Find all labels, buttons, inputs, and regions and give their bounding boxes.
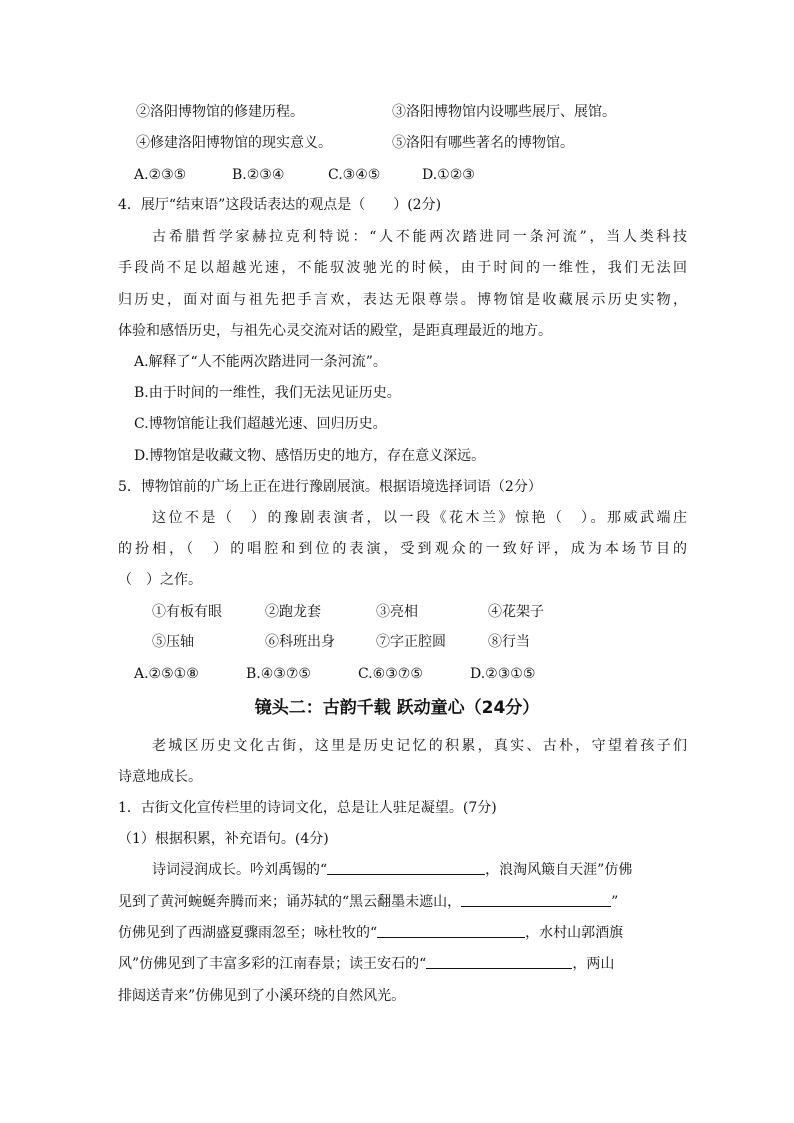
q1-line-4-text-b: ，两山 xyxy=(572,956,615,972)
q4-passage-line-1: 古希腊哲学家赫拉克利特说：“人不能两次踏进同一条河流”，当人类科技 xyxy=(152,229,687,245)
q4-option-a: A.解释了“人不能两次踏进同一条河流”。 xyxy=(134,354,387,370)
q4-stem: 4．展厅“结束语”这段话表达的观点是（ ）(2分) xyxy=(118,197,442,213)
answer-blank-3[interactable] xyxy=(377,923,525,938)
q1-fill-line-2 xyxy=(118,892,618,912)
q1-line-1-text-b: ，浪淘风簸自天涯”仿佛 xyxy=(485,862,633,878)
q5-word-3: ③亮相 xyxy=(376,604,418,620)
q4-option-c: C.博物馆能让我们超越光速、回归历史。 xyxy=(134,416,387,432)
q5-word-5: ⑤压轴 xyxy=(152,634,194,650)
q3-choice-a: A.②③⑤ xyxy=(134,167,187,183)
q5-word-8: ⑧行当 xyxy=(488,634,530,650)
q3-choice-d: D.①②③ xyxy=(422,167,475,183)
q3-item-5: ⑤洛阳有哪些著名的博物馆。 xyxy=(392,135,574,151)
q1-sub-1: （1）根据积累，补充语句。(4分) xyxy=(118,831,329,847)
section-2-intro-line-2: 诗意地成长。 xyxy=(118,769,202,785)
q1-fill-line-5: 排闼送青来”仿佛见到了小溪环绕的自然风光。 xyxy=(118,988,406,1004)
q1-fill-line-3 xyxy=(118,923,623,943)
q5-word-4: ④花架子 xyxy=(488,604,544,620)
q5-stem: 5．博物馆前的广场上正在进行豫剧展演。根据语境选择词语（2分） xyxy=(118,479,542,495)
q3-item-3: ③洛阳博物馆内设哪些展厅、展馆。 xyxy=(392,104,616,120)
q5-passage-line-3: （ ）之作。 xyxy=(118,572,202,588)
q5-word-6: ⑥科班出身 xyxy=(265,634,335,650)
q3-choice-c: C.③④⑤ xyxy=(328,167,381,183)
q5-word-2: ②跑龙套 xyxy=(265,604,321,620)
q5-passage-line-2: 的扮相，（ ）的唱腔和到位的表演，受到观众的一致好评，成为本场节目的 xyxy=(118,541,687,557)
q4-option-d: D.博物馆是收藏文物、感悟历史的地方，存在意义深远。 xyxy=(134,448,486,464)
answer-blank-1[interactable] xyxy=(327,860,485,875)
q5-passage-line-1: 这位不是（ ）的豫剧表演者，以一段《花木兰》惊艳（ ）。那威武端庄 xyxy=(152,510,687,526)
answer-blank-4[interactable] xyxy=(426,954,572,969)
q3-item-2: ②洛阳博物馆的修建历程。 xyxy=(136,104,304,120)
section-2-title: 镜头二：古韵千载 跃动童心（24分） xyxy=(254,698,540,718)
section-2-intro-line-1: 老城区历史文化古街，这里是历史记忆的积累，真实、古朴，守望着孩子们 xyxy=(152,738,687,754)
q5-word-7: ⑦字正腔圆 xyxy=(376,634,446,650)
q5-choice-c: C.⑥③⑦⑤ xyxy=(358,666,423,682)
q1-line-1-text-a: 诗词浸润成长。吟刘禹锡的“ xyxy=(152,862,328,878)
q4-passage-line-2: 手段尚不足以超越光速，不能驭波驰光的时候，由于时间的一维性，我们无法回 xyxy=(118,260,687,276)
q1-line-3-text-b: ，水村山郭酒旗 xyxy=(525,925,624,941)
q5-word-1: ①有板有眼 xyxy=(152,604,222,620)
q4-passage-line-4: 体验和感悟历史，与祖先心灵交流对话的殿堂，是距真理最近的地方。 xyxy=(118,323,552,339)
q1-line-2-text-b: ” xyxy=(611,894,619,910)
q4-option-b: B.由于时间的一维性，我们无法见证历史。 xyxy=(134,385,401,401)
q1-fill-line-1 xyxy=(152,860,632,880)
q1-line-2-text-a: 见到了黄河蜿蜒奔腾而来；诵苏轼的“黑云翻墨未遮山， xyxy=(118,894,462,910)
q5-choice-a: A.②⑤①⑧ xyxy=(134,666,199,682)
q1-line-3-text-a: 仿佛见到了西湖盛夏骤雨忽至；咏杜牧的“ xyxy=(118,925,378,941)
q3-choice-b: B.②③④ xyxy=(232,167,285,183)
q5-choice-d: D.②③①⑤ xyxy=(470,666,536,682)
q1-line-4-text-a: 风”仿佛见到了丰富多彩的江南春景；读王安石的“ xyxy=(118,956,427,972)
q1-fill-line-4 xyxy=(118,954,614,974)
q3-item-4: ④修建洛阳博物馆的现实意义。 xyxy=(136,135,332,151)
q5-choice-b: B.④③⑦⑤ xyxy=(246,666,311,682)
answer-blank-2[interactable] xyxy=(461,892,611,907)
q1-stem: 1．古街文化宣传栏里的诗词文化，总是让人驻足凝望。(7分) xyxy=(118,800,497,816)
q4-passage-line-3: 归历史，面对面与祖先把手言欢，表达无限尊崇。博物馆是收藏展示历史实物， xyxy=(118,292,687,308)
